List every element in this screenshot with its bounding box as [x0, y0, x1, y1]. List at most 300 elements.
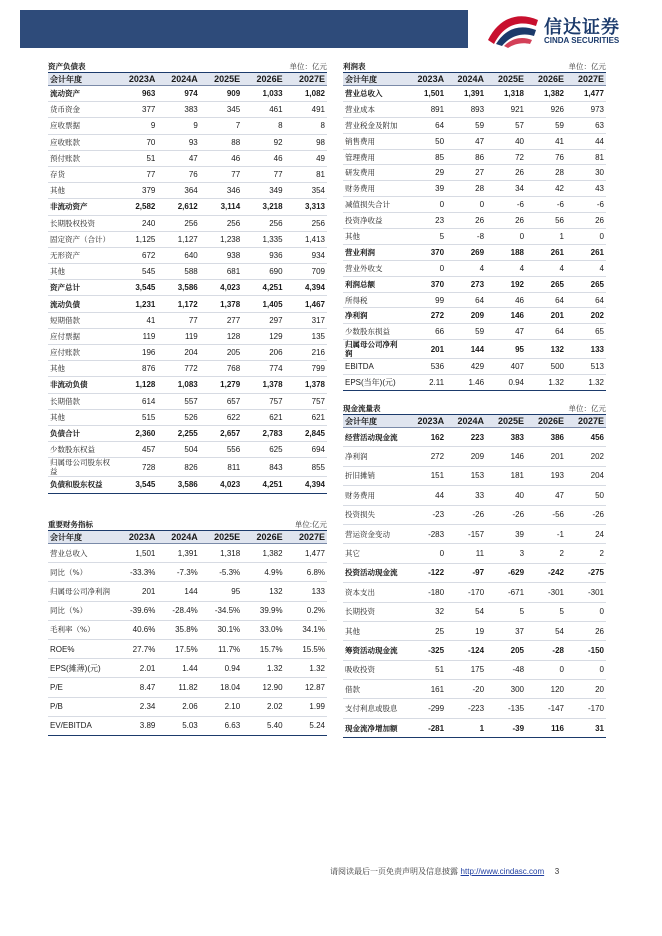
cell-value: 269	[446, 244, 486, 260]
cell-value: 2,845	[285, 425, 327, 441]
cell-value: 811	[200, 458, 242, 477]
column-header: 会计年度	[343, 73, 406, 86]
website-link[interactable]: http://www.cindasc.com	[460, 867, 545, 876]
cell-value: 772	[157, 361, 199, 377]
cell-value: 46	[200, 150, 242, 166]
cell-value: 204	[566, 466, 606, 485]
table-row	[343, 660, 606, 679]
cell-value: 364	[157, 183, 199, 199]
row-label: EBITDA	[343, 359, 406, 375]
cell-value: 31	[566, 718, 606, 737]
cell-value: 4	[526, 260, 566, 276]
cell-value: 12.90	[242, 678, 284, 697]
cinda-logo	[486, 10, 656, 48]
cell-value: 1,382	[526, 86, 566, 102]
cell-value: 973	[566, 101, 606, 117]
cell-value: 119	[115, 328, 157, 344]
cell-value: 20	[566, 680, 606, 699]
cell-value: 59	[446, 117, 486, 133]
cell-value: -20	[446, 680, 486, 699]
cell-value: 774	[242, 361, 284, 377]
cell-value: 1,128	[115, 377, 157, 393]
cell-value: 24	[566, 524, 606, 543]
cell-value: 47	[157, 150, 199, 166]
unit-label: 单位：亿元	[289, 62, 327, 71]
table-row	[48, 231, 327, 247]
cell-value: 64	[406, 117, 446, 133]
table-row	[48, 582, 327, 601]
table-row	[343, 680, 606, 699]
cell-value: 59	[526, 117, 566, 133]
cell-value: 513	[566, 359, 606, 375]
table-row	[48, 409, 327, 425]
table-row	[48, 458, 327, 477]
table-row	[343, 244, 606, 260]
column-header: 2024A	[157, 531, 199, 544]
table-row	[48, 442, 327, 458]
cell-value: 26	[446, 213, 486, 229]
table-row	[343, 260, 606, 276]
cell-value: -28	[526, 641, 566, 660]
table-row	[343, 621, 606, 640]
table-row	[48, 280, 327, 296]
cell-value: 681	[200, 264, 242, 280]
cell-value: 3.89	[115, 716, 157, 735]
cell-value: -122	[406, 563, 446, 582]
column-header-row	[48, 531, 327, 544]
cell-value: 146	[486, 447, 526, 466]
table-row	[343, 428, 606, 447]
cell-value: 1.44	[157, 659, 199, 678]
cell-value: 95	[200, 582, 242, 601]
cell-value: 876	[115, 361, 157, 377]
cell-value: 95	[486, 340, 526, 359]
cell-value: 4.9%	[242, 563, 284, 582]
cell-value: -39.6%	[115, 601, 157, 620]
cell-value: 57	[486, 117, 526, 133]
cell-value: 39	[486, 524, 526, 543]
table-title: 现金流量表	[343, 404, 381, 413]
cell-value: -629	[486, 563, 526, 582]
cell-value: 2,582	[115, 199, 157, 215]
cell-value: 0.2%	[285, 601, 327, 620]
cell-value: 59	[446, 324, 486, 340]
cell-value: 3	[486, 544, 526, 563]
cell-value: 15.7%	[242, 639, 284, 658]
row-label: 固定资产（合计）	[48, 231, 115, 247]
cell-value: 1,083	[157, 377, 199, 393]
cell-value: 28	[526, 165, 566, 181]
cell-value: 116	[526, 718, 566, 737]
top-banner	[0, 0, 662, 48]
cell-value: 12.87	[285, 678, 327, 697]
cell-value: 909	[200, 86, 242, 102]
cell-value: 1,467	[285, 296, 327, 312]
row-label: P/B	[48, 697, 115, 716]
logo-text-en: CINDA SECURITIES	[544, 36, 620, 45]
key-ratios-table	[48, 518, 327, 736]
cell-value: 26	[486, 165, 526, 181]
cell-value: 40	[486, 486, 526, 505]
column-header: 会计年度	[48, 531, 115, 544]
cell-value: -5.3%	[200, 563, 242, 582]
table-row	[48, 544, 327, 563]
cell-value: 63	[566, 117, 606, 133]
row-label: 净利润	[343, 447, 406, 466]
cell-value: 4	[446, 260, 486, 276]
table-row	[343, 181, 606, 197]
unit-label: 单位:亿元	[294, 520, 327, 529]
table-title: 重要财务指标	[48, 520, 93, 529]
cell-value: 0	[406, 260, 446, 276]
cell-value: -56	[526, 505, 566, 524]
column-header: 2025E	[200, 73, 242, 86]
row-label: 预付账款	[48, 150, 115, 166]
cell-value: 273	[446, 276, 486, 292]
cell-value: 41	[526, 133, 566, 149]
cell-value: 963	[115, 86, 157, 102]
cell-value: 9	[115, 118, 157, 134]
cell-value: 202	[566, 308, 606, 324]
column-header: 2023A	[115, 531, 157, 544]
cell-value: 64	[526, 324, 566, 340]
row-label: 财务费用	[343, 181, 406, 197]
cell-value: 11.7%	[200, 639, 242, 658]
cell-value: 132	[242, 582, 284, 601]
cell-value: 17.5%	[157, 639, 199, 658]
cell-value: 377	[115, 102, 157, 118]
balance-sheet-table	[48, 60, 327, 494]
cell-value: 261	[526, 244, 566, 260]
cell-value: 934	[285, 247, 327, 263]
cell-value: 921	[486, 101, 526, 117]
table-row	[48, 659, 327, 678]
cell-value: 370	[406, 244, 446, 260]
cell-value: 855	[285, 458, 327, 477]
table-row	[48, 183, 327, 199]
cell-value: 5.24	[285, 716, 327, 735]
cell-value: -301	[526, 583, 566, 602]
cell-value: 407	[486, 359, 526, 375]
cell-value: 379	[115, 183, 157, 199]
cell-value: 11.82	[157, 678, 199, 697]
column-header: 2025E	[486, 415, 526, 428]
cell-value: 64	[446, 292, 486, 308]
cell-value: 0.94	[486, 375, 526, 391]
column-header-row	[343, 415, 606, 428]
table-row	[48, 716, 327, 735]
cell-value: 256	[285, 215, 327, 231]
row-label: 净利润	[343, 308, 406, 324]
cell-value: 614	[115, 393, 157, 409]
cell-value: 843	[242, 458, 284, 477]
row-label: 同比（%）	[48, 563, 115, 582]
row-label: 少数股东损益	[343, 324, 406, 340]
cell-value: 1.32	[242, 659, 284, 678]
row-label: 营业成本	[343, 101, 406, 117]
cell-value: -97	[446, 563, 486, 582]
cell-value: 35.8%	[157, 620, 199, 639]
cell-value: 88	[200, 134, 242, 150]
cell-value: 1,378	[285, 377, 327, 393]
cell-value: 3,313	[285, 199, 327, 215]
cell-value: 2	[566, 544, 606, 563]
cell-value: 622	[200, 409, 242, 425]
cell-value: 672	[115, 247, 157, 263]
cell-value: 34.1%	[285, 620, 327, 639]
table-row	[343, 544, 606, 563]
cell-value: 119	[157, 328, 199, 344]
cell-value: 144	[157, 582, 199, 601]
cell-value: 162	[406, 428, 446, 447]
cell-value: 0	[486, 229, 526, 245]
cell-value: 27.7%	[115, 639, 157, 658]
cell-value: 3,114	[200, 199, 242, 215]
row-label: P/E	[48, 678, 115, 697]
cell-value: 181	[486, 466, 526, 485]
cell-value: 77	[200, 166, 242, 182]
table-row	[48, 361, 327, 377]
cell-value: 621	[285, 409, 327, 425]
cell-value: 0	[526, 660, 566, 679]
table-row	[343, 718, 606, 737]
table-row	[48, 134, 327, 150]
table-row	[48, 247, 327, 263]
row-label: EPS(摊薄)(元)	[48, 659, 115, 678]
cell-value: 39	[406, 181, 446, 197]
cell-value: 64	[566, 292, 606, 308]
cell-value: -33.3%	[115, 563, 157, 582]
table-header-line	[48, 60, 327, 72]
cell-value: 757	[285, 393, 327, 409]
cell-value: 129	[242, 328, 284, 344]
cell-value: 7	[200, 118, 242, 134]
cell-value: 429	[446, 359, 486, 375]
table-row	[343, 117, 606, 133]
cell-value: 15.5%	[285, 639, 327, 658]
page-number: 3	[554, 867, 560, 876]
row-label: 经营活动现金流	[343, 428, 406, 447]
table-row	[48, 328, 327, 344]
row-label: 资本支出	[343, 583, 406, 602]
cell-value: -242	[526, 563, 566, 582]
cell-value: 33	[446, 486, 486, 505]
cell-value: 209	[446, 308, 486, 324]
cell-value: 93	[157, 134, 199, 150]
header-band	[20, 10, 468, 48]
cell-value: 317	[285, 312, 327, 328]
cell-value: 2,657	[200, 425, 242, 441]
cell-value: 5	[486, 602, 526, 621]
cell-value: 201	[526, 447, 566, 466]
cell-value: 4,394	[285, 280, 327, 296]
table-row	[343, 213, 606, 229]
row-label: 营运资金变动	[343, 524, 406, 543]
row-label: 投资损失	[343, 505, 406, 524]
table-row	[48, 678, 327, 697]
cell-value: 188	[486, 244, 526, 260]
cell-value: 2,255	[157, 425, 199, 441]
cell-value: -7.3%	[157, 563, 199, 582]
cell-value: 1,172	[157, 296, 199, 312]
table-row	[48, 377, 327, 393]
cell-value: 86	[446, 149, 486, 165]
table-row	[48, 102, 327, 118]
column-header: 2023A	[115, 73, 157, 86]
cell-value: 76	[157, 166, 199, 182]
row-label: 财务费用	[343, 486, 406, 505]
cell-value: -23	[406, 505, 446, 524]
cell-value: 1.32	[526, 375, 566, 391]
cell-value: 0	[566, 602, 606, 621]
row-label: 存货	[48, 166, 115, 182]
cell-value: 65	[566, 324, 606, 340]
table-row	[343, 699, 606, 718]
column-header: 2024A	[446, 73, 486, 86]
cell-value: 33.0%	[242, 620, 284, 639]
row-label: EV/EBITDA	[48, 716, 115, 735]
table-row	[48, 563, 327, 582]
cell-value: 70	[115, 134, 157, 150]
cell-value: 277	[200, 312, 242, 328]
cell-value: 4,251	[242, 477, 284, 493]
table-row	[48, 639, 327, 658]
cell-value: 8	[285, 118, 327, 134]
cell-value: 77	[157, 312, 199, 328]
cell-value: -6	[526, 197, 566, 213]
cell-value: 757	[242, 393, 284, 409]
cell-value: -223	[446, 699, 486, 718]
row-label: 无形资产	[48, 247, 115, 263]
cell-value: 25	[406, 621, 446, 640]
cell-value: 1.32	[566, 375, 606, 391]
cell-value: 536	[406, 359, 446, 375]
cell-value: 120	[526, 680, 566, 699]
cell-value: 132	[526, 340, 566, 359]
cell-value: -6	[566, 197, 606, 213]
cell-value: 461	[242, 102, 284, 118]
cell-value: 1,501	[115, 544, 157, 563]
row-label: EPS(当年)(元)	[343, 375, 406, 391]
cell-value: 386	[526, 428, 566, 447]
table-row	[343, 101, 606, 117]
column-header-row	[343, 73, 606, 86]
cell-value: 1,318	[200, 544, 242, 563]
cell-value: -26	[566, 505, 606, 524]
cell-value: 43	[566, 181, 606, 197]
cell-value: 1,382	[242, 544, 284, 563]
unit-label: 单位：亿元	[568, 62, 606, 71]
cell-value: 4	[566, 260, 606, 276]
table-row	[343, 340, 606, 359]
cell-value: 1,477	[285, 544, 327, 563]
table-row	[343, 133, 606, 149]
column-header: 2026E	[242, 531, 284, 544]
row-label: 资产总计	[48, 280, 115, 296]
row-label: 支付利息或股息	[343, 699, 406, 718]
cell-value: 3,586	[157, 477, 199, 493]
column-header: 2027E	[566, 73, 606, 86]
cell-value: 0	[566, 229, 606, 245]
cell-value: 76	[526, 149, 566, 165]
cell-value: 81	[285, 166, 327, 182]
cell-value: 1,477	[566, 86, 606, 102]
cell-value: 92	[242, 134, 284, 150]
row-label: 投资活动现金流	[343, 563, 406, 582]
cell-value: 354	[285, 183, 327, 199]
table-row	[343, 359, 606, 375]
row-label: 减值损失合计	[343, 197, 406, 213]
table-row	[343, 505, 606, 524]
column-header: 2027E	[285, 73, 327, 86]
cell-value: 936	[242, 247, 284, 263]
cell-value: 30.1%	[200, 620, 242, 639]
data-grid	[343, 414, 606, 738]
cell-value: 8.47	[115, 678, 157, 697]
cell-value: 1,501	[406, 86, 446, 102]
row-label: 非流动负债	[48, 377, 115, 393]
column-header: 2027E	[285, 531, 327, 544]
table-title: 资产负债表	[48, 62, 86, 71]
cell-value: 300	[486, 680, 526, 699]
cell-value: 201	[406, 340, 446, 359]
row-label: 其他	[48, 183, 115, 199]
row-label: 销售费用	[343, 133, 406, 149]
cell-value: -6	[486, 197, 526, 213]
cell-value: 37	[486, 621, 526, 640]
cell-value: -150	[566, 641, 606, 660]
cell-value: 3,586	[157, 280, 199, 296]
row-label: 其它	[343, 544, 406, 563]
row-label: 其他	[48, 264, 115, 280]
cell-value: 44	[566, 133, 606, 149]
row-label: 长期股权投资	[48, 215, 115, 231]
cell-value: 133	[285, 582, 327, 601]
cell-value: -671	[486, 583, 526, 602]
row-label: 利润总额	[343, 276, 406, 292]
row-label: 应收票据	[48, 118, 115, 134]
cell-value: 456	[566, 428, 606, 447]
row-label: 筹资活动现金流	[343, 641, 406, 660]
cell-value: 2.01	[115, 659, 157, 678]
row-label: 营业总收入	[48, 544, 115, 563]
cell-value: 500	[526, 359, 566, 375]
cell-value: 151	[406, 466, 446, 485]
cell-value: 81	[566, 149, 606, 165]
cell-value: 5.40	[242, 716, 284, 735]
cell-value: 32	[406, 602, 446, 621]
table-row	[48, 215, 327, 231]
row-label: 归属母公司净利润	[343, 340, 406, 359]
cell-value: 2,612	[157, 199, 199, 215]
cell-value: 1,378	[200, 296, 242, 312]
cell-value: -147	[526, 699, 566, 718]
column-header: 2023A	[406, 73, 446, 86]
cell-value: 1,127	[157, 231, 199, 247]
cell-value: 6.8%	[285, 563, 327, 582]
row-label: 管理费用	[343, 149, 406, 165]
cell-value: 4,394	[285, 477, 327, 493]
table-row	[48, 199, 327, 215]
cell-value: 1.32	[285, 659, 327, 678]
cell-value: 1	[446, 718, 486, 737]
row-label: 投资净收益	[343, 213, 406, 229]
cell-value: 768	[200, 361, 242, 377]
cell-value: 29	[406, 165, 446, 181]
cell-value: 40.6%	[115, 620, 157, 639]
data-grid	[48, 72, 327, 494]
table-header-line	[343, 60, 606, 72]
